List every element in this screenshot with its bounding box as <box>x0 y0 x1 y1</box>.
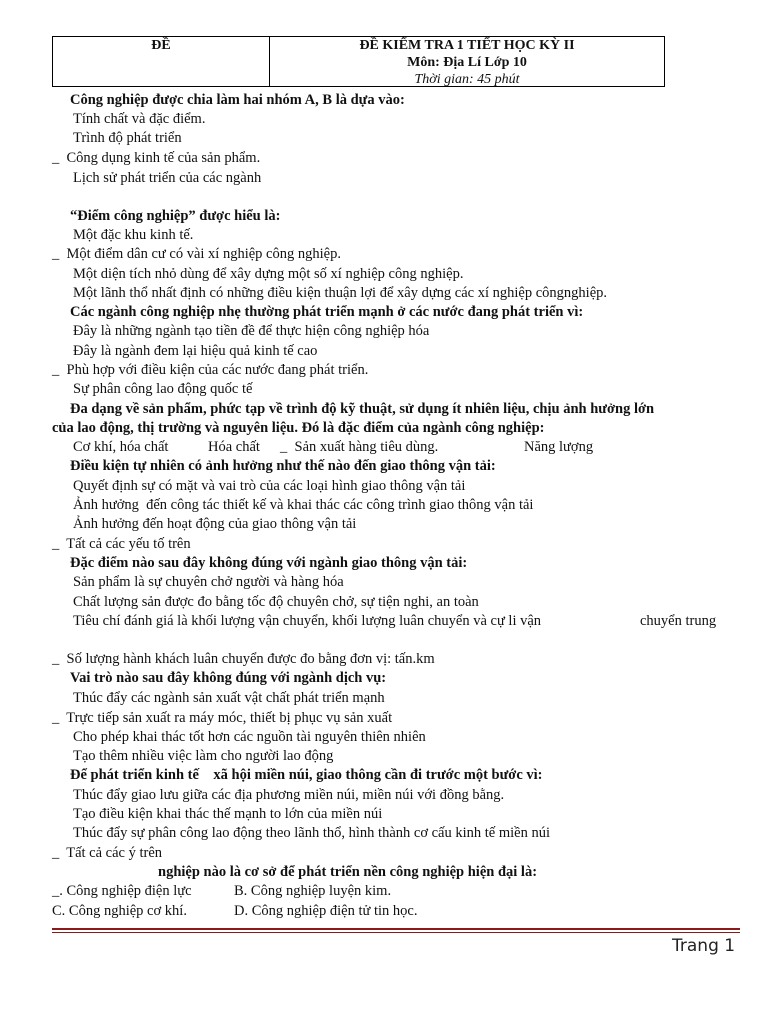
q8-option-a: Thúc đẩy giao lưu giữa các địa phương miền núi, miền núi với đồng bằng. <box>73 787 505 803</box>
q9-option-d: D. Công nghiệp điện tử tin học. <box>234 903 418 919</box>
q3-option-d: Sự phân công lao động quốc tế <box>73 381 253 397</box>
page-number: Trang 1 <box>672 936 736 956</box>
question-9: nghiệp nào là cơ sở để phát triển nền công nghiệp hiện đại là: <box>158 864 538 880</box>
q8-option-c: Thúc đẩy sự phân công lao động theo lãnh thổ, hình thành cơ cấu kinh tế miền núi <box>73 825 551 841</box>
q7-option-c: Cho phép khai thác tốt hơn các nguồn tài nguyên thiên nhiên <box>73 729 426 745</box>
q9-option-a-marked: _. Công nghiệp điện lực <box>52 883 192 899</box>
q5-option-a: Quyết định sự có mặt và vai trò của các loại hình giao thông vận tải <box>73 478 466 494</box>
q2-option-a: Một đặc khu kinh tế. <box>73 227 194 243</box>
question-6: Đặc điểm nào sau đây không đúng với ngành giao thông vận tải: <box>70 555 468 571</box>
q5-option-d-marked: _ Tất cả các yếu tố trên <box>52 536 191 552</box>
q5-option-b: Ảnh hưởng đến công tác thiết kế và khai thác các công trình giao thông vận tải <box>73 497 534 513</box>
q3-option-a: Đây là những ngành tạo tiền đề để thực hiện công nghiệp hóa <box>73 323 430 339</box>
question-8: Để phát triển kinh tế xã hội miền núi, giao thông cần đi trước một bước vì: <box>70 767 543 783</box>
q4-option-b: Hóa chất <box>208 439 260 455</box>
q9-option-c: C. Công nghiệp cơ khí. <box>52 903 187 919</box>
q4-option-c-marked: _ Sản xuất hàng tiêu dùng. <box>280 439 439 455</box>
question-3: Các ngành công nghiệp nhẹ thường phát triển mạnh ở các nước đang phát triển vì: <box>70 304 584 320</box>
q4-options-row <box>0 439 768 457</box>
q2-option-d: Một lãnh thổ nhất định có những điều kiện thuận lợi để xây dựng các xí nghiệp côngnghiệp. <box>73 285 608 301</box>
q3-option-b: Đây là ngành đem lại hiệu quả kinh tế cao <box>73 343 318 359</box>
exam-time: Thời gian: 45 phút <box>414 72 520 87</box>
exam-subject: Môn: Địa Lí Lớp 10 <box>407 55 527 70</box>
q3-option-c-marked: _ Phù hợp với điều kiện của các nước đang phát triển. <box>52 362 369 378</box>
q1-option-c-marked: _ Công dụng kinh tế của sản phẩm. <box>52 150 261 166</box>
q2-option-c: Một diện tích nhỏ dùng để xây dựng một số xí nghiệp công nghiệp. <box>73 266 464 282</box>
q1-option-a: Tính chất và đặc điểm. <box>73 111 206 127</box>
q7-option-d: Tạo thêm nhiều việc làm cho người lao động <box>73 748 334 764</box>
question-4-line-2: của lao động, thị trường và nguyên liệu. Đó là đặc điểm của ngành công nghiệp: <box>52 420 545 436</box>
q4-option-a: Cơ khí, hóa chất <box>73 439 169 455</box>
question-4-line-1: Đa dạng về sản phẩm, phức tạp về trình độ kỹ thuật, sử dụng ít nhiên liệu, chịu ảnh hưởng lớn <box>70 401 655 417</box>
question-5: Điều kiện tự nhiên có ảnh hưởng như thế nào đến giao thông vận tải: <box>70 458 496 474</box>
header-right-cell <box>270 37 664 86</box>
q6-option-b: Chất lượng sản được đo bằng tốc độ chuyên chở, sự tiện nghi, an toàn <box>73 594 479 610</box>
exam-header-table <box>52 36 665 87</box>
q8-option-b: Tạo điều kiện khai thác thế mạnh to lớn của miền núi <box>73 806 383 822</box>
q7-option-b-marked: _ Trực tiếp sản xuất ra máy móc, thiết bị phục vụ sản xuất <box>52 710 393 726</box>
q8-option-d-marked: _ Tất cả các ý trên <box>52 845 163 861</box>
q5-option-c: Ảnh hưởng đến hoạt động của giao thông vận tải <box>73 516 357 532</box>
question-1: Công nghiệp được chia làm hai nhóm A, B là dựa vào: <box>70 92 405 108</box>
q6-option-c-continued: chuyển trung <box>640 613 717 629</box>
q9-option-b: B. Công nghiệp luyện kim. <box>234 883 392 899</box>
q6-option-d-marked: _ Số lượng hành khách luân chuyển được đo bằng đơn vị: tấn.km <box>52 651 435 667</box>
footer-rule-thin <box>52 932 740 933</box>
q4-option-d: Năng lượng <box>524 439 594 455</box>
question-2: “Điểm công nghiệp” được hiểu là: <box>70 208 281 224</box>
q6-option-a: Sản phẩm là sự chuyên chở người và hàng hóa <box>73 574 344 590</box>
footer-rule-thick <box>52 928 740 930</box>
q1-option-b: Trình độ phát triển <box>73 130 182 146</box>
q1-option-d: Lịch sử phát triển của các ngành <box>73 170 262 186</box>
q2-option-b-marked: _ Một điểm dân cư có vài xí nghiệp công nghiệp. <box>52 246 341 262</box>
q6-option-c: Tiêu chí đánh giá là khối lượng vận chuyển, khối lượng luân chuyển và cự li vận <box>73 613 542 629</box>
exam-title: ĐỀ KIỂM TRA 1 TIẾT HỌC KỲ II <box>359 38 575 53</box>
q7-option-a: Thúc đẩy các ngành sản xuất vật chất phát triển mạnh <box>73 690 385 706</box>
question-7: Vai trò nào sau đây không đúng với ngành dịch vụ: <box>70 670 387 686</box>
header-left-cell: ĐỀ <box>53 37 270 86</box>
